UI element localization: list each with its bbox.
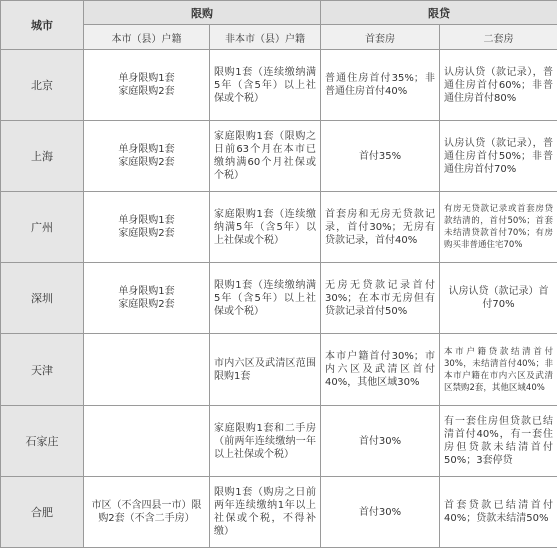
local-hukou-cell	[84, 334, 210, 406]
header-local-hukou: 本市（县）户籍	[84, 25, 210, 50]
nonlocal-hukou-cell: 限购1套（连续缴纳满5年（含5年）以上社保或个税）	[210, 263, 321, 334]
nonlocal-hukou-cell: 家庭限购1套（连续缴纳满5年（含5年）以上社保或个税）	[210, 192, 321, 263]
city-cell: 上海	[1, 121, 84, 192]
first-home-cell: 首付35%	[321, 121, 440, 192]
nonlocal-hukou-cell: 家庭限购1套和二手房（前两年连续缴纳一年以上社保或个税）	[210, 406, 321, 477]
local-line: 家庭限购2套	[88, 227, 205, 240]
second-home-cell: 本市户籍贷款结清首付30%，未结清首付40%；非本市户籍在市内六区及武清区禁购2套，其他区域40%	[440, 334, 557, 406]
table-row	[1, 263, 557, 334]
second-home-cell: 认房认贷（款记录）首付70%	[440, 263, 557, 334]
header-second-home: 二套房	[440, 25, 557, 50]
first-home-cell: 首套房和无房无贷款记录，首付30%；无房有贷款记录，首付40%	[321, 192, 440, 263]
nonlocal-hukou-cell: 市内六区及武清区范围限购1套	[210, 334, 321, 406]
table-row	[1, 121, 557, 192]
table-row	[1, 192, 557, 263]
header-nonlocal-hukou: 非本市（县）户籍	[210, 25, 321, 50]
city-cell: 石家庄	[1, 406, 84, 477]
second-home-cell: 首套贷款已结清首付40%；贷款未结清50%	[440, 477, 557, 548]
first-home-cell: 本市户籍首付30%；市内六区及武清区首付40%，其他区域30%	[321, 334, 440, 406]
city-cell: 深圳	[1, 263, 84, 334]
local-hukou-cell	[84, 121, 210, 192]
nonlocal-hukou-cell: 家庭限购1套（限购之日前63个月在本市已缴纳满60个月社保或个税）	[210, 121, 321, 192]
first-home-cell: 首付30%	[321, 406, 440, 477]
local-hukou-cell	[84, 263, 210, 334]
second-home-cell: 有一套住房但贷款已结清首付40%，有一套住房但贷款未结清首付50%；3套停贷	[440, 406, 557, 477]
table-row	[1, 406, 557, 477]
header-city: 城市	[1, 1, 84, 50]
local-line: 家庭限购2套	[88, 298, 205, 311]
city-cell: 天津	[1, 334, 84, 406]
local-hukou-cell: 市区（不含四县一市）限购2套（不含二手房）	[84, 477, 210, 548]
city-cell: 广州	[1, 192, 84, 263]
first-home-cell: 无房无贷款记录首付30%；在本市无房但有贷款记录首付50%	[321, 263, 440, 334]
header-first-home: 首套房	[321, 25, 440, 50]
header-purchase-limit: 限购	[84, 1, 321, 25]
first-home-cell: 普通住房首付35%；非普通住房首付40%	[321, 50, 440, 121]
city-cell: 合肥	[1, 477, 84, 548]
table-row	[1, 334, 557, 406]
table-row	[1, 50, 557, 121]
header-loan-limit: 限贷	[321, 1, 557, 25]
local-hukou-cell	[84, 192, 210, 263]
local-line: 单身限购1套	[88, 143, 205, 156]
city-cell: 北京	[1, 50, 84, 121]
local-line: 家庭限购2套	[88, 85, 205, 98]
table-row	[1, 477, 557, 548]
first-home-cell: 首付30%	[321, 477, 440, 548]
second-home-cell: 认房认贷（款记录），普通住房首付60%；非普通住房首付80%	[440, 50, 557, 121]
local-line: 单身限购1套	[88, 214, 205, 227]
local-line: 单身限购1套	[88, 285, 205, 298]
local-hukou-cell	[84, 406, 210, 477]
nonlocal-hukou-cell: 限购1套（购房之日前两年连续缴纳1年以上社保或个税，不得补缴）	[210, 477, 321, 548]
second-home-cell: 有房无贷款记录或首套房贷款结清的，首付50%；首套未结清贷款首付70%；有房购买非普通住宅70%	[440, 192, 557, 263]
local-line: 单身限购1套	[88, 72, 205, 85]
local-line: 家庭限购2套	[88, 156, 205, 169]
second-home-cell: 认房认贷（款记录），普通住房首付50%；非普通住房首付70%	[440, 121, 557, 192]
local-hukou-cell	[84, 50, 210, 121]
nonlocal-hukou-cell: 限购1套（连续缴纳满5年（含5年）以上社保或个税）	[210, 50, 321, 121]
